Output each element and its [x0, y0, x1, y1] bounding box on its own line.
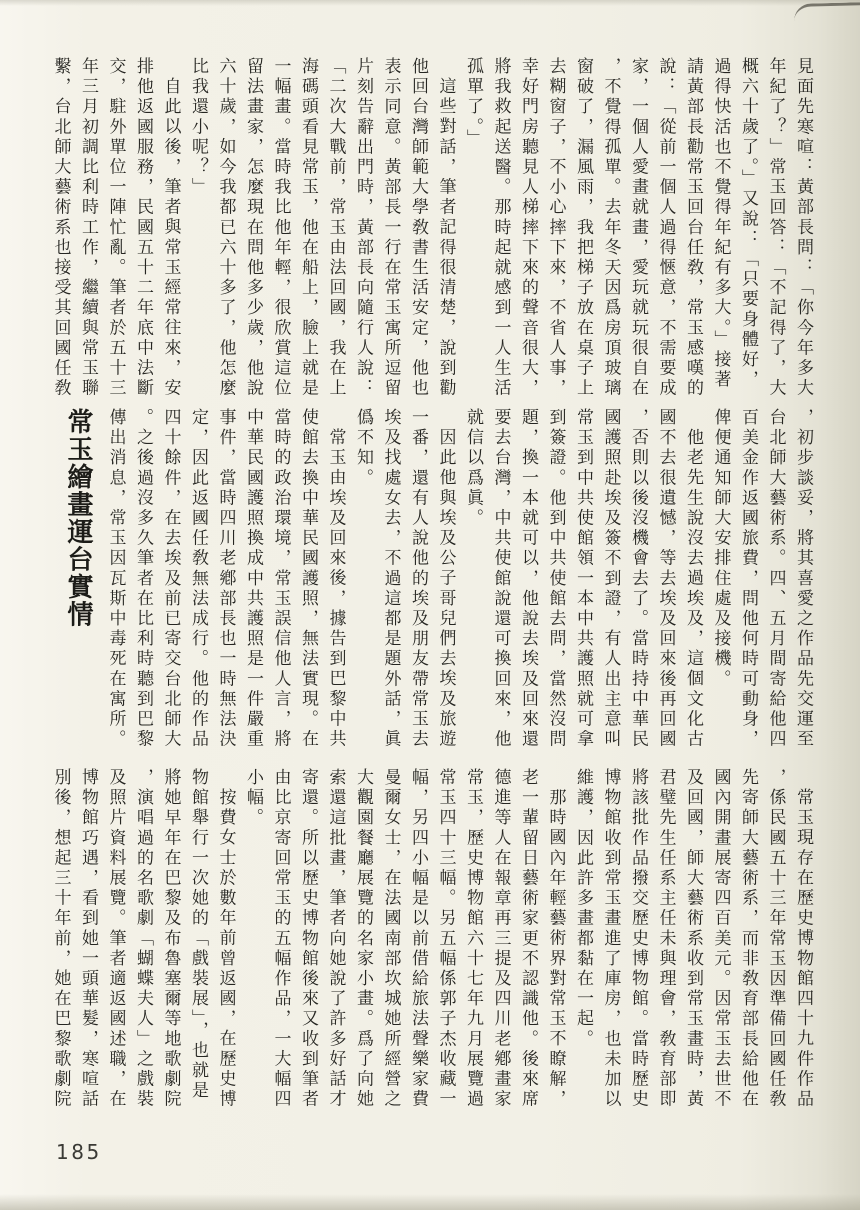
- text-column: 百美金作返國旅費，問他何時可動身，: [738, 408, 758, 750]
- text-column: 海碼頭看見常玉，他在船上，臉上就是: [298, 57, 318, 399]
- text-column: 君璧先生任系主任未與理會，敎育部即: [655, 768, 676, 1110]
- text-column: ，演唱過的名歌劇「蝴蝶夫人」之戲裝: [133, 768, 153, 1110]
- text-column: 幸好門房聽見人梯摔下來的聲音很大，: [518, 57, 538, 399]
- text-column: 台北師大藝術系。四、五月間寄給他四: [765, 408, 786, 750]
- text-column: 留法畫家，怎麼現在問他多少歲，他說: [243, 57, 263, 399]
- text-column: 年三月初調比利時工作，繼續與常玉聯: [78, 57, 98, 399]
- text-column: 常玉由埃及回來後，據告到巴黎中共: [325, 428, 346, 750]
- text-column: ，初步談妥，將其喜愛之作品先交運至: [793, 408, 813, 750]
- text-column: 傳出消息，常玉因瓦斯中毒死在寓所。: [105, 408, 126, 750]
- page-number: 185: [56, 1140, 102, 1164]
- text-column: 由比京寄回常玉的五幅作品，一大幅四: [270, 768, 291, 1110]
- text-column: 大觀園餐廳展覽的名家小畫。爲了向她: [353, 768, 373, 1110]
- text-column: 幅，另四小幅是以前借給旅法聲樂家費: [408, 768, 428, 1110]
- text-column: 見面先寒喧：黃部長問：「你今年多大: [793, 57, 813, 399]
- text-column: 孤單了。」: [463, 57, 483, 149]
- text-column: 常玉，歷史博物館六十七年九月展覽過: [463, 768, 483, 1110]
- text-column: 。之後過沒多久筆者在比利時聽到巴黎: [133, 408, 153, 750]
- text-column: 別後，想起三十年前，她在巴黎歌劇院: [50, 768, 71, 1110]
- text-column: 他老先生說沒去過埃及，這個文化古: [683, 428, 703, 750]
- text-column: 物館舉行一次她的「戲裝展」，也就是: [188, 768, 208, 1102]
- text-column: 維護，因此許多畫都黏在一起。: [573, 768, 593, 1050]
- text-column: 將她早年在巴黎及布魯塞爾等地歌劇院: [160, 768, 181, 1110]
- text-column: ，否則以後沒機會去了。當時持中華民: [628, 408, 648, 750]
- text-column: 家，一個人愛畫就畫，愛玩就玩很自在: [628, 57, 648, 399]
- text-column: 小幅。: [243, 768, 263, 829]
- text-column: 將我救起送醫。那時起就感到一人生活: [490, 57, 511, 399]
- text-column: 事件，當時四川老鄕部長也一時無法決: [215, 408, 236, 750]
- text-column: 年紀了？」常玉回答：「不記得了，大: [765, 57, 786, 399]
- text-column: 博物館收到常玉畫進了庫房，也未加以: [600, 768, 621, 1110]
- text-column: 國內開畫展寄四百美元。因常玉去世不: [710, 768, 731, 1110]
- text-column: 這些對話，筆者記得很清楚，說到勸: [435, 77, 456, 399]
- section-title: 常玉繪畫運台實情: [63, 408, 93, 628]
- text-column: 「二次大戰前，常玉由法回國，我在上: [325, 57, 346, 399]
- text-column: 俾便通知師大安排住處及接機。: [710, 408, 731, 690]
- text-band-top: [46, 57, 816, 403]
- text-column: 僞不知。: [353, 408, 373, 489]
- text-column: 曼爾女士，在法國南部坎城她所經營之: [380, 768, 401, 1110]
- text-column: 寄還。所以歷史博物館後來又收到筆者: [298, 768, 318, 1110]
- text-column: 四十餘件，在去埃及前已寄交台北師大: [160, 408, 181, 750]
- text-column: 請黃部長勸常玉回台任敎，常玉感嘆的: [683, 57, 703, 399]
- text-column: 窗破了，漏風雨，我把梯子放在桌子上: [573, 57, 593, 399]
- text-column: 老一輩留日藝術家更不認識他。後來席: [518, 768, 538, 1110]
- text-band-middle: [61, 408, 816, 754]
- page-edge-shadow-top: [0, 0, 860, 6]
- text-column: 使館去換中華民國護照，無法實現。在: [298, 408, 318, 750]
- text-column: 表示同意。黃部長一行在常玉寓所逗留: [380, 57, 401, 399]
- text-column: 六十歲，如今我都已六十多了，他怎麼: [215, 57, 236, 399]
- text-column: 那時國內年輕藝術界對常玉不瞭解，: [545, 788, 566, 1110]
- text-column: 常玉現存在歷史博物館四十九件作品: [793, 788, 813, 1110]
- text-column: 他回台灣師範大學敎書生活安定，他也: [408, 57, 428, 399]
- text-column: 要去台灣，中共使館說還可換回來，他: [490, 408, 511, 750]
- text-column: 因此他與埃及公子哥兒們去埃及旅遊: [435, 428, 456, 750]
- text-column: 及照片資料展覽。筆者適返國述職，在: [105, 768, 126, 1110]
- text-column: 自此以後，筆者與常玉經常往來，安: [160, 77, 181, 399]
- page-edge-shadow-bottom: [0, 1194, 860, 1210]
- text-column: 就信以爲眞。: [463, 408, 483, 529]
- text-column: 片刻告辭出門時，黃部長向隨行人說：: [353, 57, 373, 399]
- text-column: 去糊窗子，不小心摔下來，不省人事，: [545, 57, 566, 399]
- text-column: 比我還小呢？」: [188, 57, 208, 198]
- text-column: 中華民國護照換成中共護照是一件嚴重: [243, 408, 263, 750]
- text-column: 博物館巧遇，看到她一頭華髮，寒喧話: [78, 768, 98, 1110]
- text-column: 埃及找處女去，不過這都是題外話，眞: [380, 408, 401, 750]
- text-column: 概六十歲了。」又說：「只要身體好，: [738, 57, 758, 391]
- text-column: 國不去很遺憾，等去埃及回來後再回國: [655, 408, 676, 750]
- text-column: 索還這批畫，筆者向她說了許多好話才: [325, 768, 346, 1110]
- text-column: 按費女士於數年前曾返國，在歷史博: [215, 788, 236, 1110]
- text-column: 及回國，師大藝術系收到常玉畫時，黃: [683, 768, 703, 1110]
- text-column: 過得快活也不覺得年紀有多大。」接著: [710, 57, 731, 391]
- text-column: 一番，還有人說他的埃及朋友帶常玉去: [408, 408, 428, 750]
- page-corner-curl-line: [794, 2, 860, 21]
- text-column: 到簽證。他到中共使館去問，當然沒問: [545, 408, 566, 750]
- text-column: ，不覺得孤單。去年冬天因爲房頂玻璃: [600, 57, 621, 399]
- text-band-bottom: [46, 768, 816, 1114]
- text-column: 繫，台北師大藝術系也接受其回國任敎: [50, 57, 71, 399]
- text-column: 說：「從前一個人過得愜意，不需要成: [655, 57, 676, 399]
- text-column: 交，駐外單位一陣忙亂。筆者於五十三: [105, 57, 126, 399]
- text-column: ，係民國五十三年常玉因準備回國任敎: [765, 768, 786, 1110]
- text-column: 德進等人在報章再三提及四川老鄕畫家: [490, 768, 511, 1110]
- text-column: 定，因此返國任敎無法成行。他的作品: [188, 408, 208, 750]
- text-column: 題，換一本就可以，他說去埃及回來還: [518, 408, 538, 750]
- text-column: 當時的政治環境，常玉誤信他人言，將: [270, 408, 291, 750]
- text-column: 排他返國服務，民國五十二年底中法斷: [133, 57, 153, 399]
- text-column: 國護照赴埃及簽不到證，有人出主意叫: [600, 408, 621, 750]
- text-column: 常玉四十三幅。另五幅係郭子杰收藏一: [435, 768, 456, 1110]
- text-column: 將該批作品撥交歷史博物館。當時歷史: [628, 768, 648, 1110]
- text-column: 先寄師大藝術系，而非敎育部長給他在: [738, 768, 758, 1110]
- text-column: 一幅畫。當時我比他年輕，很欣賞這位: [270, 57, 291, 399]
- text-column: 常玉到中共使館領一本中共護照就可拿: [573, 408, 593, 750]
